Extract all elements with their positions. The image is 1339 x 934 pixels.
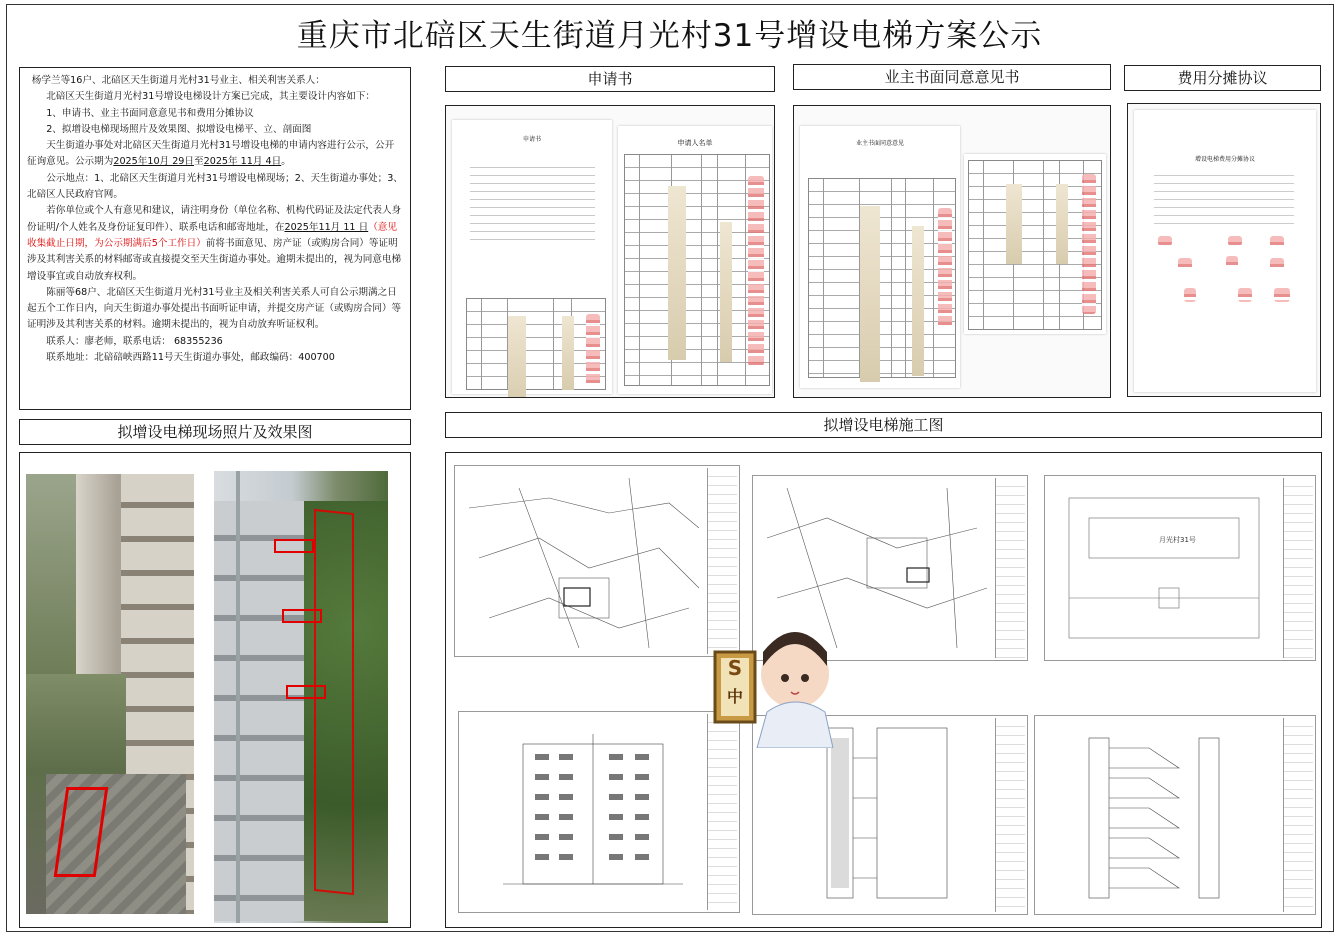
elevation-sheet-1 <box>458 711 740 913</box>
notice-salutation: 杨学兰等16户、北碚区天生街道月光村31号业主、相关利害关系人： <box>31 75 325 86</box>
floor-plan-sheet <box>1044 475 1316 661</box>
consent-document-image <box>793 105 1111 398</box>
header-drawings: 拟增设电梯施工图 <box>445 412 1322 438</box>
site-plan-drawing <box>459 468 709 656</box>
drawings-panel <box>445 452 1322 928</box>
notice-contact: 联系人：廖老师，联系电话： 68355236 <box>46 335 223 347</box>
building-label: 月光村31号 <box>1159 536 1196 544</box>
cost-agreement-page: 增设电梯费用分摊协议 <box>1134 110 1316 392</box>
notice-item-1: 1、申请书、业主书面同意意见书和费用分摊协议 <box>46 107 254 119</box>
header-application: 申请书 <box>445 66 775 92</box>
application-letter: 申请书 <box>452 120 612 394</box>
header-photos: 拟增设电梯现场照片及效果图 <box>19 419 411 445</box>
consent-page-1: 业主书面同意意见 <box>800 126 960 388</box>
page-title: 重庆市北碚区天生街道月光村31号增设电梯方案公示 <box>296 18 1043 54</box>
notice-intro: 北碚区天生街道月光村31号增设电梯设计方案已完成，其主要设计内容如下： <box>46 91 375 103</box>
elevator-shaft-outline <box>314 509 354 895</box>
notice-address: 联系地址：北碚碚峡西路11号天生街道办事处，邮政编码：400700 <box>46 352 335 364</box>
consent-page-2 <box>964 154 1106 334</box>
floor-plan-drawing <box>1049 478 1281 658</box>
photos-panel <box>19 452 411 928</box>
applicant-name-list: 申请人名单 <box>618 126 772 394</box>
section-drawing <box>1039 718 1285 914</box>
elevation-drawing-1 <box>463 714 709 912</box>
header-cost: 费用分摊协议 <box>1124 65 1321 91</box>
notice-period: 天生街道办事处对北碚区天生街道月光村31号增设电梯的申请内容进行公示，公开征询意见。公示期为2025年10月 29日至2025年 11月 4日。 <box>27 140 395 168</box>
cost-agreement-image <box>1127 103 1321 397</box>
section-sheet <box>1034 715 1316 915</box>
notice-location: 公示地点：1、北碚区天生街道月光村31号增设电梯现场；2、天生街道办事处；3、北碚区人民政府官网。 <box>27 172 403 201</box>
notice-item-2: 2、拟增设电梯现场照片及效果图、拟增设电梯平、立、剖面图 <box>46 123 312 135</box>
site-plan-sheet-1 <box>454 465 740 657</box>
notice-panel <box>19 67 411 410</box>
application-document-image <box>445 105 775 398</box>
header-consent: 业主书面同意意见书 <box>793 64 1111 90</box>
rank-level: 中 <box>726 687 743 706</box>
notice-objection: 若你单位或个人有意见和建议，请注明身份（单位名称、机构代码证及法定代表人身份证明/个人姓名及身份证复印件）、联系电话和邮寄地址，在2025年11月 11 日（意见收集截止日期，为公示期满后5个工作日）前将书面意见、房产证（或购房合同）等证明涉及其利害关系的材料邮寄或直接提交至天生街道办事处。逾期未提出的，视为同意电梯增设事宜或自动放弃权利。 <box>27 205 402 282</box>
rank-badge <box>707 612 843 748</box>
rank-letter: S <box>727 656 743 680</box>
site-photo <box>26 474 194 914</box>
effect-rendering <box>214 471 388 923</box>
notice-hearing: 陈丽等68户、北碚区天生街道月光村31号业主及相关利害关系人可自公示期满之日起五个工作日内，向天生街道办事处提出书面听证申请，并提交房产证（或购房合同）等证明涉及其利害关系的材料。逾期未提出的，视为自动放弃听证权利。 <box>27 286 402 331</box>
